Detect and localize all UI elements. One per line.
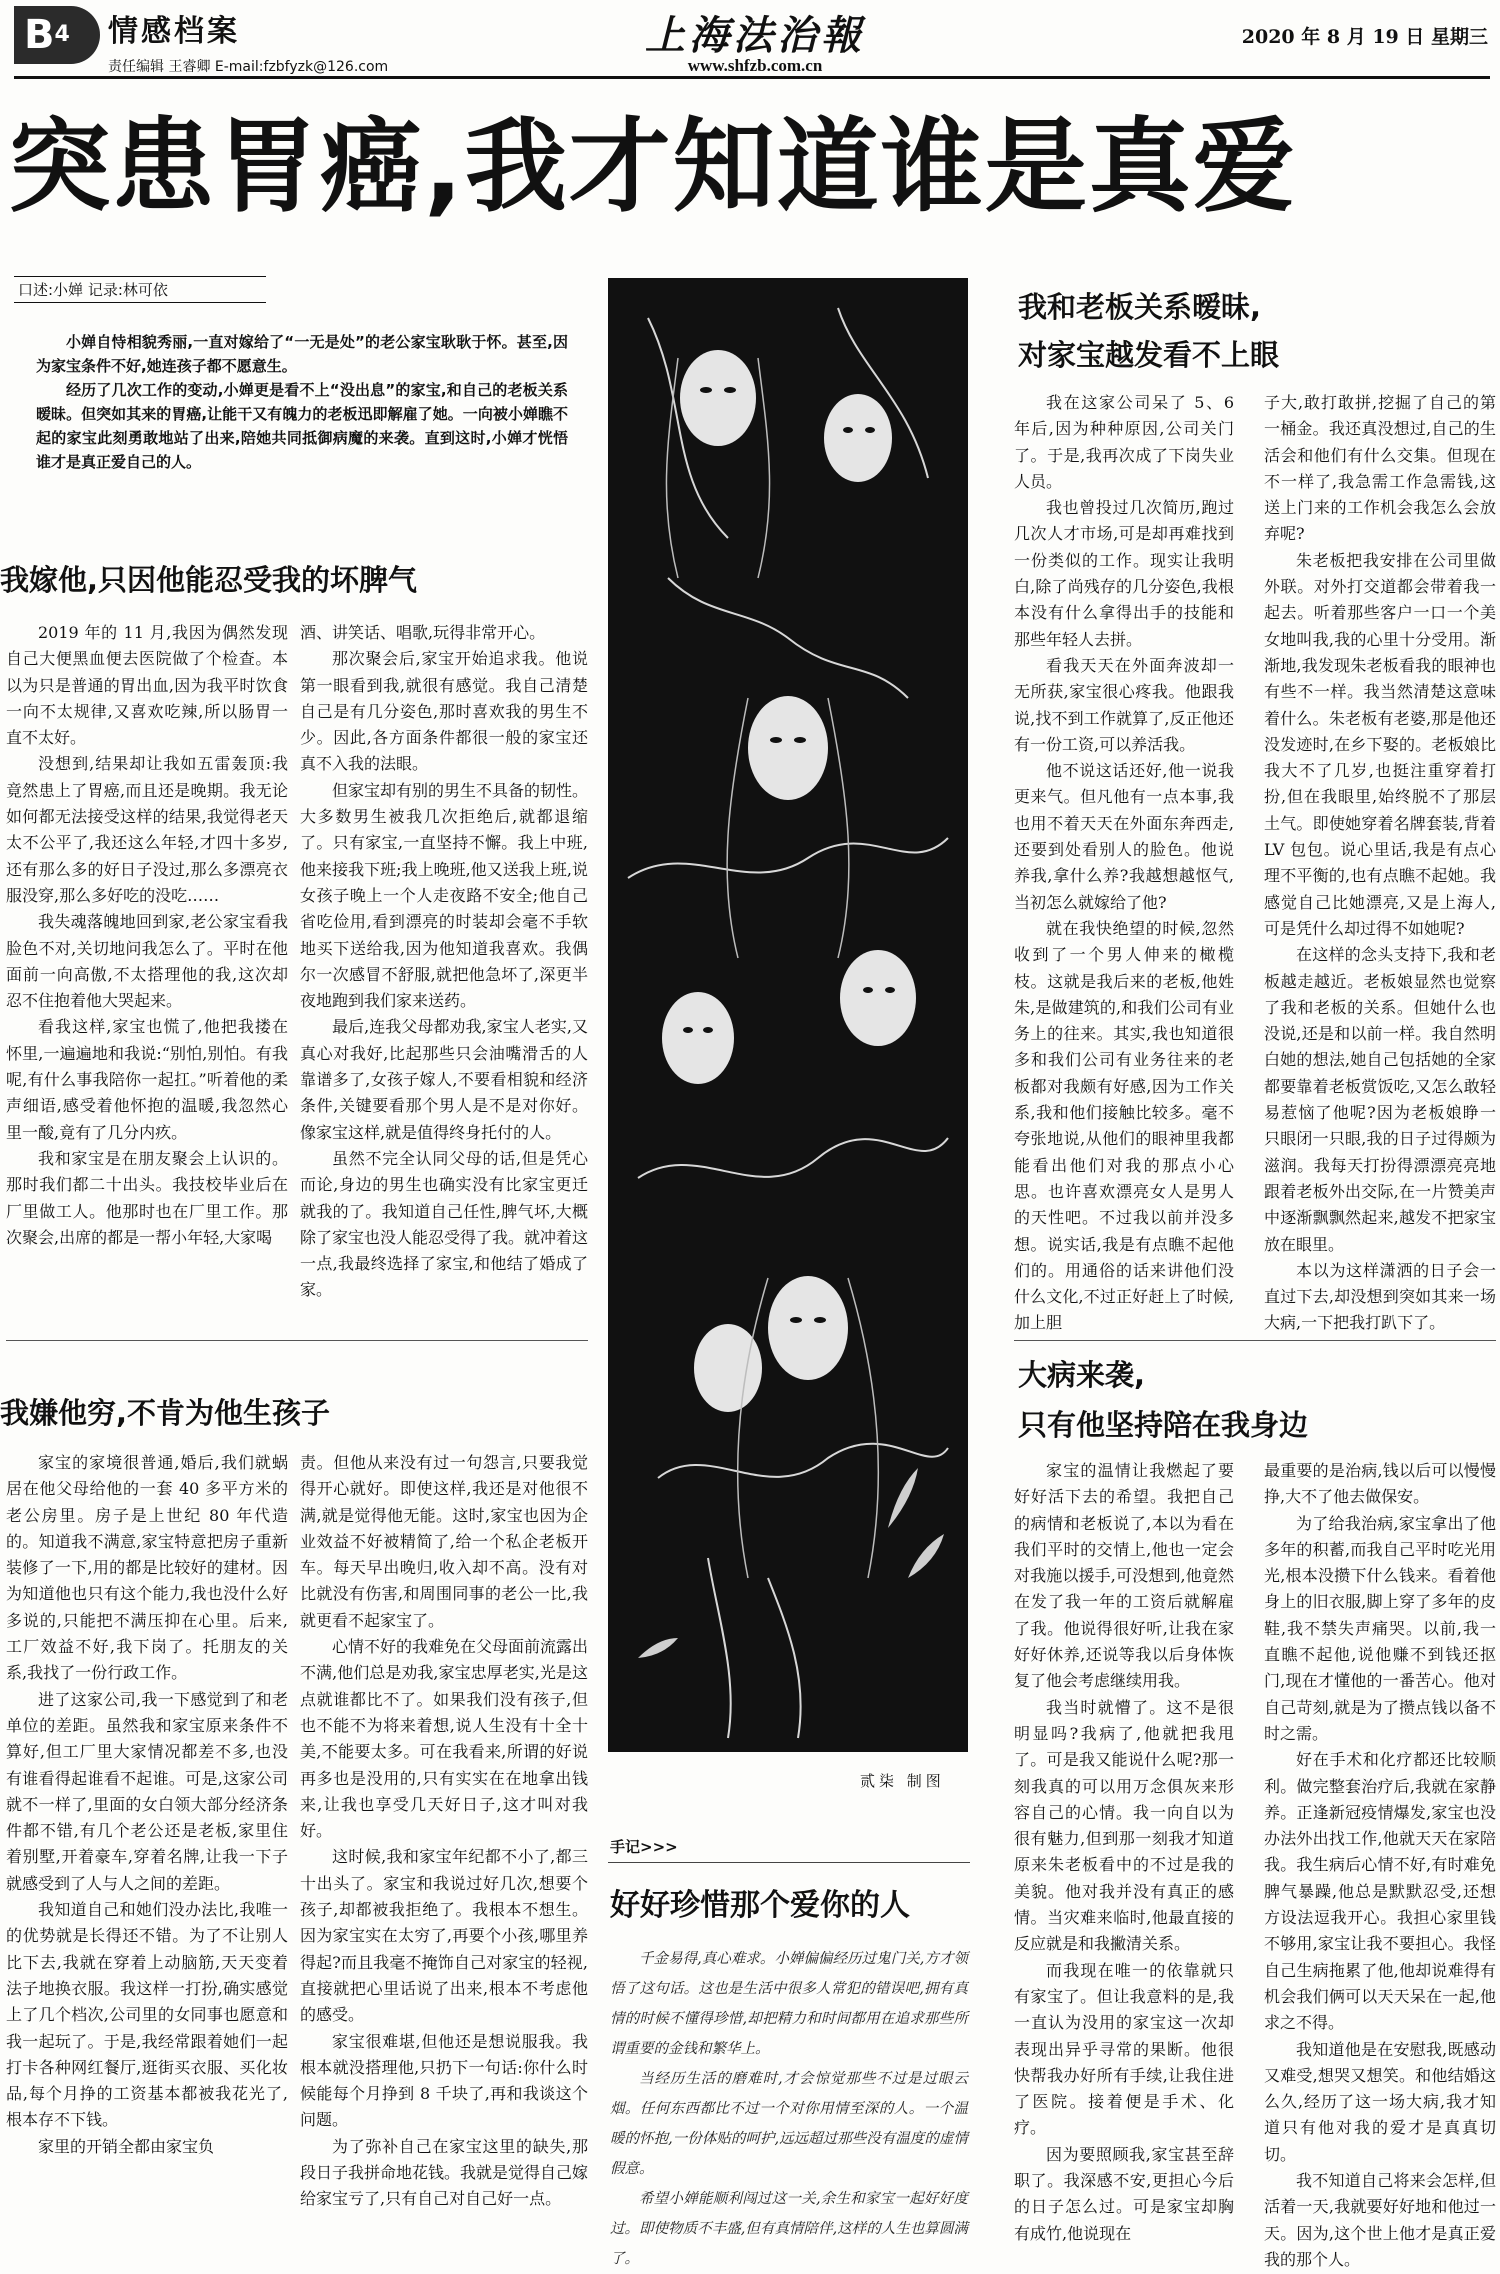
editor-line: 责任编辑 王睿卿 E-mail:fzbfyzk@126.com [108, 59, 389, 75]
illustration-credit: 贰柒 制图 [860, 1772, 945, 1790]
paragraph: 我失魂落魄地回到家,老公家宝看我脸色不对,关切地问我怎么了。平时在他面前一向高傲,不太搭理他的我,这次却忍不住抱着他大哭起来。 [6, 912, 288, 1011]
paragraph: 朱老板把我安排在公司里做外联。对外打交道都会带着我一起去。听着那些客户一口一个美女地叫我,我的心里十分受用。渐渐地,我发现朱老板看我的眼神也有些不一样。我当然清楚这意味着什么。朱老板有老婆,那是他还没发迹时,在乡下娶的。老板娘比我大不了几岁,也挺注重穿着打扮,但在我眼里,始终脱不了那层土气。即使她穿着名牌套装,背着 LV 包包。说心里话,我是有点心理不平衡的,也有点瞧不起她。我感觉自己比她漂亮,又是上海人,可是凭什么却过得不如她呢? [1264, 550, 1496, 938]
paragraph: 虽然不完全认同父母的话,但是凭心而论,身边的男生也确实没有比家宝更迁就我的了。我知道自己任性,脾气坏,大概除了家宝也没人能忍受得了我。就冲着这一点,我最终选择了家宝,和他结了婚成了家。 [300, 1148, 589, 1300]
paper-url[interactable]: www.shfzb.com.cn [687, 56, 823, 75]
section3-col2 [1264, 390, 1496, 1333]
section4-title-line1: 大病来袭, [1018, 1358, 1146, 1392]
section2-col1 [6, 1450, 288, 2228]
note-paragraph: 希望小婵能顺利闯过这一关,余生和家宝一起好好度过。即使物质不丰盛,但有真情陪伴,这样的人生也算圆满了。 [610, 2191, 968, 2267]
section4-col1 [1014, 1458, 1234, 2243]
note-tag: 手记>>> [610, 1838, 678, 1856]
paragraph: 我在这家公司呆了 5、6 年后,因为种种原因,公司关门了。于是,我再次成了下岗失业人员。 [1014, 393, 1234, 491]
paragraph: 看我天天在外面奔波却一无所获,家宝很心疼我。他跟我说,找不到工作就算了,反正他还有一份工资,可以养活我。 [1014, 655, 1234, 754]
intro-paragraph: 经历了几次工作的变动,小婵更是看不上“没出息”的家宝,和自己的老板关系暧昧。但突如其来的胃癌,让能干又有魄力的老板迅即解雇了她。一向被小婵瞧不起的家宝此刻勇敢地站了出来,陪她共同抵御病魔的来袭。直到这时,小婵才恍悟谁才是真正爱自己的人。 [36, 381, 568, 471]
intro-paragraph: 小婵自恃相貌秀丽,一直对嫁给了“一无是处”的老公家宝耿耿于怀。甚至,因为家宝条件不好,她连孩子都不愿意生。 [36, 333, 568, 375]
masthead [0, 0, 1500, 80]
paragraph: 我不知道自己将来会怎样,但活着一天,我就要好好地和他过一天。因为,这个世上他才是真正爱我的那个人。 [1264, 2171, 1496, 2269]
note-paragraph: 千金易得,真心难求。小婵偏偏经历过鬼门关,方才领悟了这句话。这也是生活中很多人常犯的错误吧,拥有真情的时候不懂得珍惜,却把精力和时间都用在追求那些所谓重要的金钱和繁华上。 [610, 1951, 968, 2057]
byline: 口述:小婵 记录:林可依 [14, 276, 266, 303]
section1-col1 [6, 620, 288, 1320]
paragraph: 我知道自己和她们没办法比,我唯一的优势就是长得还不错。为了不让别人比下去,我就在穿着上动脑筋,天天变着法子地换衣服。我这样一打扮,确实感觉上了几个档次,公司里的女同事也愿意和我一起玩了。于是,我经常跟着她们一起打卡各种网红餐厅,逛街买衣服、买化妆品,每个月挣的工资基本都被我花光了,根本存不下钱。 [6, 1900, 288, 2130]
paragraph: 那次聚会后,家宝开始追求我。他说第一眼看到我,就很有感觉。我自己清楚自己是有几分姿色,那时喜欢我的男生不少。因此,各方面条件都很一般的家宝还真不入我的法眼。 [300, 649, 588, 774]
illustration-artwork [608, 278, 968, 1752]
note-body [610, 1944, 968, 2274]
paragraph: 因为要照顾我,家宝甚至辞职了。我深感不安,更担心今后的日子怎么过。可是家宝却胸有成竹,他说现在 [1014, 2144, 1234, 2243]
paragraph: 他不说这话还好,他一说我更来气。但凡他有一点本事,我也用不着天天在外面东奔西走,还要到处看别人的脸色。他说养我,拿什么养?我越想越怄气,当初怎么就嫁给了他? [1014, 761, 1234, 912]
intro [36, 330, 568, 474]
section-divider [1014, 1340, 1496, 1341]
paragraph: 就在我快绝望的时候,忽然收到了一个男人伸来的橄榄枝。这就是我后来的老板,他姓朱,是做建筑的,和我们公司有业务上的往来。其实,我也知道很多和我们公司有业务往来的老板都对我颇有好感,因为工作关系,我和他们接触比较多。毫不夸张地说,从他们的眼神里我都能看出他们对我的那点小心思。也许喜欢漂亮女人是男人的天性吧。不过我以前并没多想。说实话,我是有点瞧不起他们的。用通俗的话来讲他们没什么文化,不过正好赶上了时候,加上胆 [1014, 918, 1234, 1333]
paragraph: 本以为这样潇洒的日子会一直过下去,却没想到突如其来一场大病,一下把我打趴下了。 [1264, 1260, 1496, 1333]
paragraph: 这时候,我和家宝年纪都不小了,都三十出头了。家宝和我说过好几次,想要个孩子,却都被我拒绝了。我根本不想生。因为家宝实在太穷了,再要个小孩,哪里养得起?而且我毫不掩饰自己对家宝的轻视,直接就把心里话说了出来,根本不考虑他的感受。 [300, 1847, 588, 2025]
paragraph: 为了弥补自己在家宝这里的缺失,那段日子我拼命地花钱。我就是觉得自己嫁给家宝亏了,只有自己对自己好一点。 [300, 2136, 589, 2209]
paragraph: 家宝的家境很普通,婚后,我们就蜗居在他父母给他的一套 40 多平方米的老公房里。房子是上世纪 80 年代造的。知道我不满意,家宝特意把房子重新装修了一下,用的都是比较好的建材。因为知道他也只有这个能力,我也没什么好多说的,只能把不满压抑在心里。后来,工厂效益不好,我下岗了。托朋友的关系,我找了一份行政工作。 [6, 1453, 288, 1683]
section-name: 情感档案 [108, 14, 240, 49]
paragraph: 但家宝却有别的男生不具备的韧性。大多数男生被我几次拒绝后,就都退缩了。只有家宝,一直坚持不懈。我上中班,他来接我下班;我上晚班,他又送我上班,说女孩子晚上一个人走夜路不安全;他自己省吃俭用,看到漂亮的时装却会毫不手软地买下送给我,因为他知道我喜欢。我偶尔一次感冒不舒服,就把他急坏了,深更半夜地跑到我们家来送药。 [300, 780, 589, 1011]
illustration [608, 278, 968, 1752]
paragraph: 我知道他是在安慰我,既感动又难受,想哭又想笑。和他结婚这么久,经历了这一场大病,我才知道只有他对我的爱才是真真切切。 [1264, 2039, 1496, 2164]
paragraph: 心情不好的我难免在父母面前流露出不满,他们总是劝我,家宝忠厚老实,光是这点就谁都比不了。如果我们没有孩子,但也不能不为将来着想,说人生没有十全十美,不能要太多。可在我看来,所谓的好说再多也是没用的,只有实实在在地拿出钱来,让我也享受几天好日子,这才叫对我好。 [300, 1637, 589, 1841]
paragraph: 在这样的念头支持下,我和老板越走越近。老板娘显然也觉察了我和老板的关系。但她什么也没说,还是和以前一样。我自然明白她的想法,她自己包括她的全家都要靠着老板赏饭吃,又怎么敢轻易惹恼了他呢?因为老板娘睁一只眼闭一只眼,我的日子过得颇为滋润。我每天打扮得漂漂亮亮地跟着老板外出交际,在一片赞美声中逐渐飘飘然起来,越发不把家宝放在眼里。 [1264, 945, 1496, 1254]
masthead-rule [14, 76, 1490, 79]
paragraph: 家宝的温情让我燃起了要好好活下去的希望。我把自己的病情和老板说了,本以为看在我们平时的交情上,他也一定会对我施以援手,可没想到,他竟然在发了我一年的工资后就解雇了我。他说得很好听,让我在家好好休养,还说等我以后身体恢复了他会考虑继续用我。 [1014, 1461, 1234, 1691]
section4-col2 [1264, 1458, 1496, 2269]
page-badge: B4 [14, 6, 100, 64]
section3-title-line2: 对家宝越发看不上眼 [1018, 338, 1280, 372]
paragraph: 责。但他从来没有过一句怨言,只要我觉得开心就好。即使这样,我还是对他很不满,就是觉得他无能。这时,家宝也因为企业效益不好被精简了,给一个私企老板开车。每天早出晚归,收入却不高。没有对比就没有伤害,和周围同事的老公一比,我就更看不起家宝了。 [300, 1453, 588, 1630]
section1-col2 [300, 620, 588, 1320]
paragraph: 好在手术和化疗都还比较顺利。做完整套治疗后,我就在家静养。正逢新冠疫情爆发,家宝也没办法外出找工作,他就天天在家陪我。我生病后心情不好,有时难免脾气暴躁,他总是默默忍受,还想方设法逗我开心。我担心家里钱不够用,家宝让我不要担心。我怪自己生病拖累了他,他却说难得有机会我们俩可以天天呆在一起,他求之不得。 [1264, 1750, 1496, 2033]
note-paragraph: 当经历生活的磨难时,才会惊觉那些不过是过眼云烟。任何东西都比不过一个对你用情至深的人。一个温暖的怀抱,一份体贴的呵护,远远超过那些没有温度的虚情假意。 [610, 2071, 968, 2177]
paragraph: 最重要的是治病,钱以后可以慢慢挣,大不了他去做保安。 [1264, 1461, 1496, 1507]
section2-title: 我嫌他穷,不肯为他生孩子 [0, 1396, 331, 1430]
section3-col1 [1014, 390, 1234, 1333]
section3-title-line1: 我和老板关系暧昧, [1018, 290, 1262, 324]
section1-title: 我嫁他,只因他能忍受我的坏脾气 [0, 563, 418, 597]
paragraph: 进了这家公司,我一下感觉到了和老单位的差距。虽然我和家宝原来条件不算好,但工厂里大家情况都差不多,也没有谁看得起谁看不起谁。可是,这家公司就不一样了,里面的女白领大部分经济条件都不错,有几个老公还是老板,家里住着别墅,开着豪车,穿着名牌,让我一下子就感受到了人与人之间的差距。 [6, 1689, 288, 1893]
paragraph: 为了给我治病,家宝拿出了他多年的积蓄,而我自己平时吃光用光,根本没攒下什么钱来。看着他身上的旧衣服,脚上穿了多年的皮鞋,我不禁失声痛哭。以前,我一直瞧不起他,说他赚不到钱还抠门,现在才懂他的一番苦心。他对自己苛刻,就是为了攒点钱以备不时之需。 [1264, 1513, 1496, 1743]
section-divider [6, 1340, 588, 1341]
paragraph: 看我这样,家宝也慌了,他把我搂在怀里,一遍遍地和我说:“别怕,别怕。有我呢,有什么事我陪你一起扛。”听着他的柔声细语,感受着他怀抱的温暖,我忽然心里一酸,竟有了几分内疚。 [6, 1017, 288, 1142]
paragraph: 最后,连我父母都劝我,家宝人老实,又真心对我好,比起那些只会油嘴滑舌的人靠谱多了,女孩子嫁人,不要看相貌和经济条件,关键要看那个男人是不是对你好。像家宝这样,就是值得终身托付的人。 [300, 1017, 588, 1142]
paragraph: 而我现在唯一的依靠就只有家宝了。但让我意料的是,我一直认为没用的家宝这一次却表现出异乎寻常的果断。他很快帮我办好所有手续,让我住进了医院。接着便是手术、化疗。 [1014, 1960, 1234, 2138]
paragraph: 子大,敢打敢拼,挖掘了自己的第一桶金。我还真没想过,自己的生活会和他们有什么交集。但现在不一样了,我急需工作急需钱,这送上门来的工作机会我怎么会放弃呢? [1264, 393, 1496, 544]
section2-col2 [300, 1450, 588, 2228]
paragraph: 没想到,结果却让我如五雷轰顶:我竟然患上了胃癌,而且还是晚期。我无论如何都无法接受这样的结果,我觉得老天太不公平了,我还这么年轻,才四十多岁,还有那么多的好日子没过,那么多漂亮衣服没穿,那么多好吃的没吃…… [6, 754, 288, 905]
paragraph: 家宝很难堪,但他还是想说服我。我根本就没搭理他,只扔下一句话:你什么时候能每个月挣到 8 千块了,再和我谈这个问题。 [300, 2031, 588, 2130]
headline: 突患胃癌,我才知道谁是真爱 [8, 108, 1297, 227]
note-rule [608, 1862, 970, 1863]
paragraph: 我和家宝是在朋友聚会上认识的。那时我们都二十出头。我技校毕业后在厂里做工人。他那时也在厂里工作。那次聚会,出席的都是一帮小年轻,大家喝 [6, 1148, 288, 1247]
issue-date: 2020 年 8 月 19 日 星期三 [1241, 26, 1488, 48]
paragraph: 我也曾投过几次简历,跑过几次人才市场,可是却再难找到一份类似的工作。现实让我明白,除了尚残存的几分姿色,我根本没有什么拿得出手的技能和那些年轻人去拼。 [1014, 498, 1234, 649]
section4-title-line2: 只有他坚持陪在我身边 [1018, 1408, 1309, 1442]
paragraph: 家里的开销全都由家宝负 [38, 2136, 215, 2156]
paragraph: 酒、讲笑话、唱歌,玩得非常开心。 [300, 623, 546, 642]
note-title: 好好珍惜那个爱你的人 [610, 1888, 910, 1923]
paper-logo: 上海法治報 [645, 12, 865, 59]
paragraph: 2019 年的 11 月,我因为偶然发现自己大便黑血便去医院做了个检查。本以为只是普通的胃出血,因为我平时饮食一向不太规律,又喜欢吃辣,所以肠胃一直不太好。 [6, 623, 288, 748]
paragraph: 我当时就懵了。这不是很明显吗?我病了,他就把我甩了。可是我又能说什么呢?那一刻我真的可以用万念俱灰来形容自己的心情。我一向自以为很有魅力,但到那一刻我才知道原来朱老板看中的不过是我的美貌。他对我并没有真正的感情。当灾难来临时,他最直接的反应就是和我撇清关系。 [1014, 1697, 1234, 1954]
